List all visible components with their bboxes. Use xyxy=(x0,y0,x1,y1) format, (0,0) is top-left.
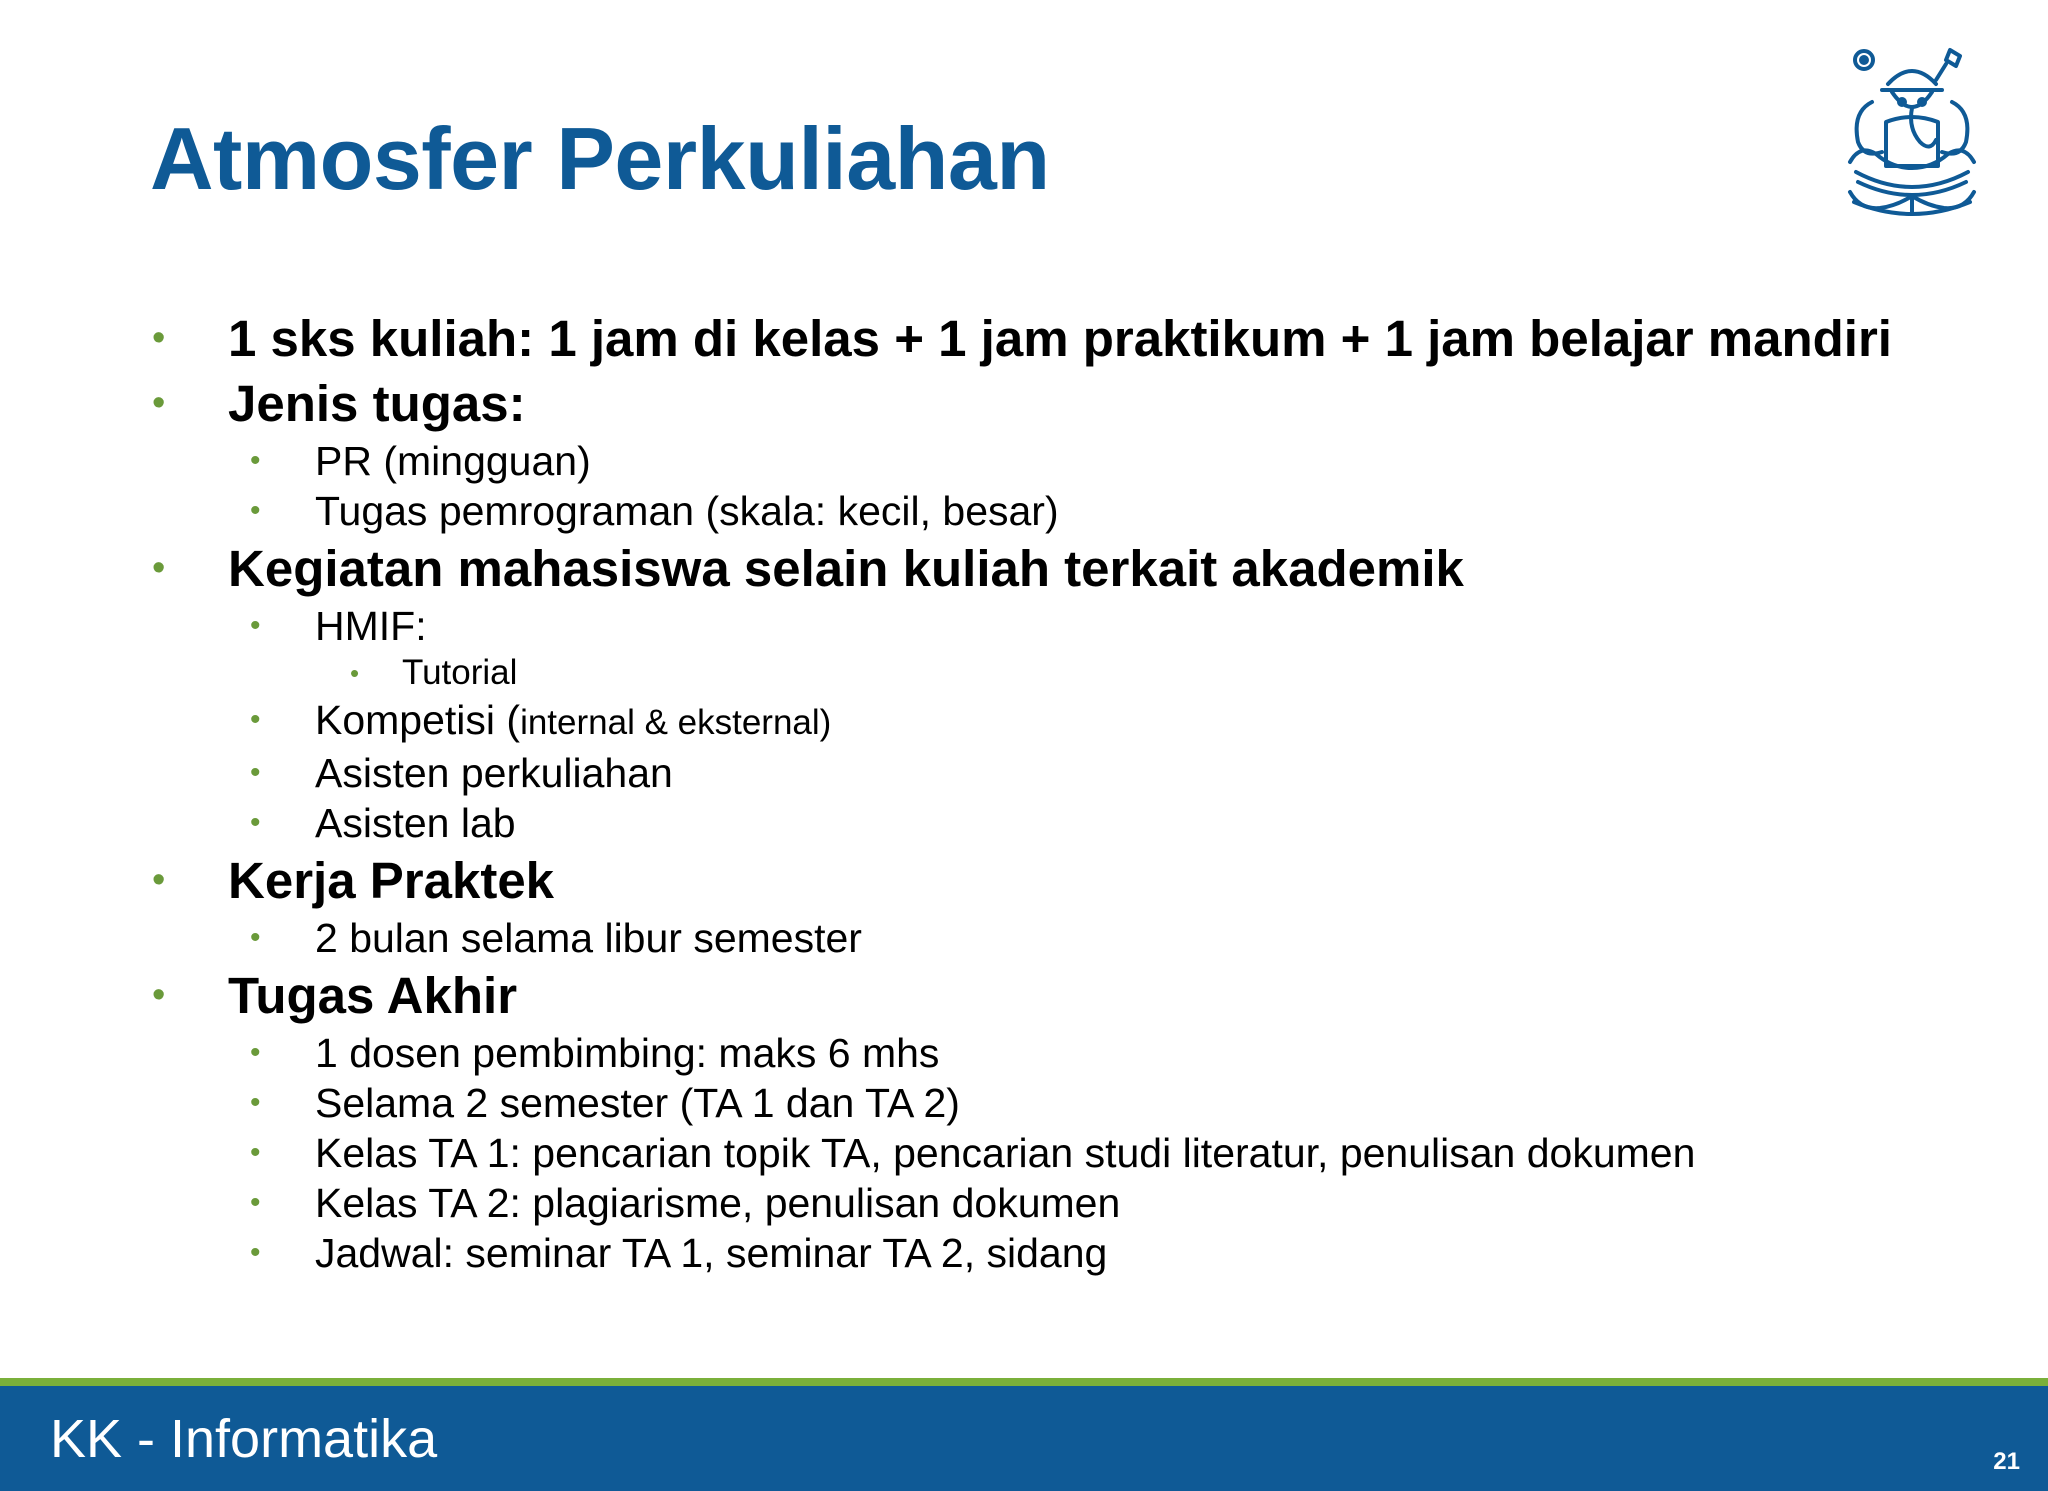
bullet-marker: • xyxy=(250,1036,261,1069)
bullet-marker: • xyxy=(350,658,360,688)
bullet-marker: • xyxy=(152,382,166,424)
bullet-text: Kompetisi ( xyxy=(315,697,521,743)
sub-bullet-jadwal xyxy=(150,1228,1970,1278)
bullet-text: Kelas TA 2: plagiarisme, penulisan dokumen xyxy=(315,1180,1121,1226)
bullet-jenis-tugas xyxy=(150,371,1970,436)
bullet-marker: • xyxy=(250,921,261,954)
bullet-marker: • xyxy=(250,494,261,527)
bullet-kerja-praktek xyxy=(150,848,1970,913)
bullet-marker: • xyxy=(250,756,261,789)
bullet-marker: • xyxy=(250,703,261,736)
sub-bullet-pr xyxy=(150,436,1970,486)
sub-bullet-hmif xyxy=(150,601,1970,651)
bullet-text-small: internal & eksternal) xyxy=(520,703,832,742)
footer-label: KK - Informatika xyxy=(50,1409,438,1469)
sub-bullet-kelas-ta-1 xyxy=(150,1128,1970,1178)
bullet-text: Selama 2 semester (TA 1 dan TA 2) xyxy=(315,1080,960,1126)
sub-bullet-kelas-ta-2 xyxy=(150,1178,1970,1228)
bullet-text: 1 sks kuliah: 1 jam di kelas + 1 jam praktikum + 1 jam belajar mandiri xyxy=(228,310,1892,367)
bullet-text: Asisten lab xyxy=(315,800,516,846)
bullet-text: Jadwal: seminar TA 1, seminar TA 2, sidang xyxy=(315,1230,1108,1276)
bullet-marker: • xyxy=(250,1086,261,1119)
sub-sub-bullet-tutorial xyxy=(150,651,1970,695)
sub-bullet-2-bulan xyxy=(150,913,1970,963)
bullet-kegiatan xyxy=(150,536,1970,601)
bullet-marker: • xyxy=(152,974,166,1016)
bullet-sks xyxy=(150,306,1988,371)
bullet-text: Kelas TA 1: pencarian topik TA, pencarian studi literatur, penulisan dokumen xyxy=(315,1130,1696,1176)
sub-bullet-asisten-lab xyxy=(150,798,1970,848)
bullet-text: Tugas pemrograman (skala: kecil, besar) xyxy=(315,488,1059,534)
ganesha-emblem-icon xyxy=(1842,42,1982,222)
bullet-marker: • xyxy=(152,859,166,901)
bullet-text: Kerja Praktek xyxy=(228,852,555,909)
bullet-list xyxy=(150,306,1970,1278)
footer-divider xyxy=(0,1378,2048,1386)
bullet-marker: • xyxy=(250,1186,261,1219)
page-number: 21 xyxy=(1993,1448,2020,1475)
bullet-text: Asisten perkuliahan xyxy=(315,750,673,796)
bullet-marker: • xyxy=(152,547,166,589)
slide-title: Atmosfer Perkuliahan xyxy=(150,109,1050,208)
bullet-marker: • xyxy=(250,1136,261,1169)
bullet-tugas-akhir xyxy=(150,963,1970,1028)
bullet-text: 1 dosen pembimbing: maks 6 mhs xyxy=(315,1030,940,1076)
bullet-marker: • xyxy=(250,609,261,642)
bullet-text: Kegiatan mahasiswa selain kuliah terkait akademik xyxy=(228,540,1464,597)
bullet-marker: • xyxy=(250,806,261,839)
sub-bullet-dosen-pembimbing xyxy=(150,1028,1970,1078)
bullet-text: Tugas Akhir xyxy=(228,967,518,1024)
bullet-text: Tutorial xyxy=(402,653,518,692)
bullet-marker: • xyxy=(250,1236,261,1269)
bullet-text: PR (mingguan) xyxy=(315,438,591,484)
bullet-text: 2 bulan selama libur semester xyxy=(315,915,862,961)
bullet-text: HMIF: xyxy=(315,603,427,649)
sub-bullet-selama-2-semester xyxy=(150,1078,1970,1128)
bullet-marker: • xyxy=(152,317,166,359)
sub-bullet-asisten-perkuliahan xyxy=(150,748,1970,798)
sub-bullet-tugas-pemrograman xyxy=(150,486,1970,536)
bullet-marker: • xyxy=(250,444,261,477)
bullet-text: Jenis tugas: xyxy=(228,375,526,432)
sub-bullet-kompetisi xyxy=(150,695,1970,748)
